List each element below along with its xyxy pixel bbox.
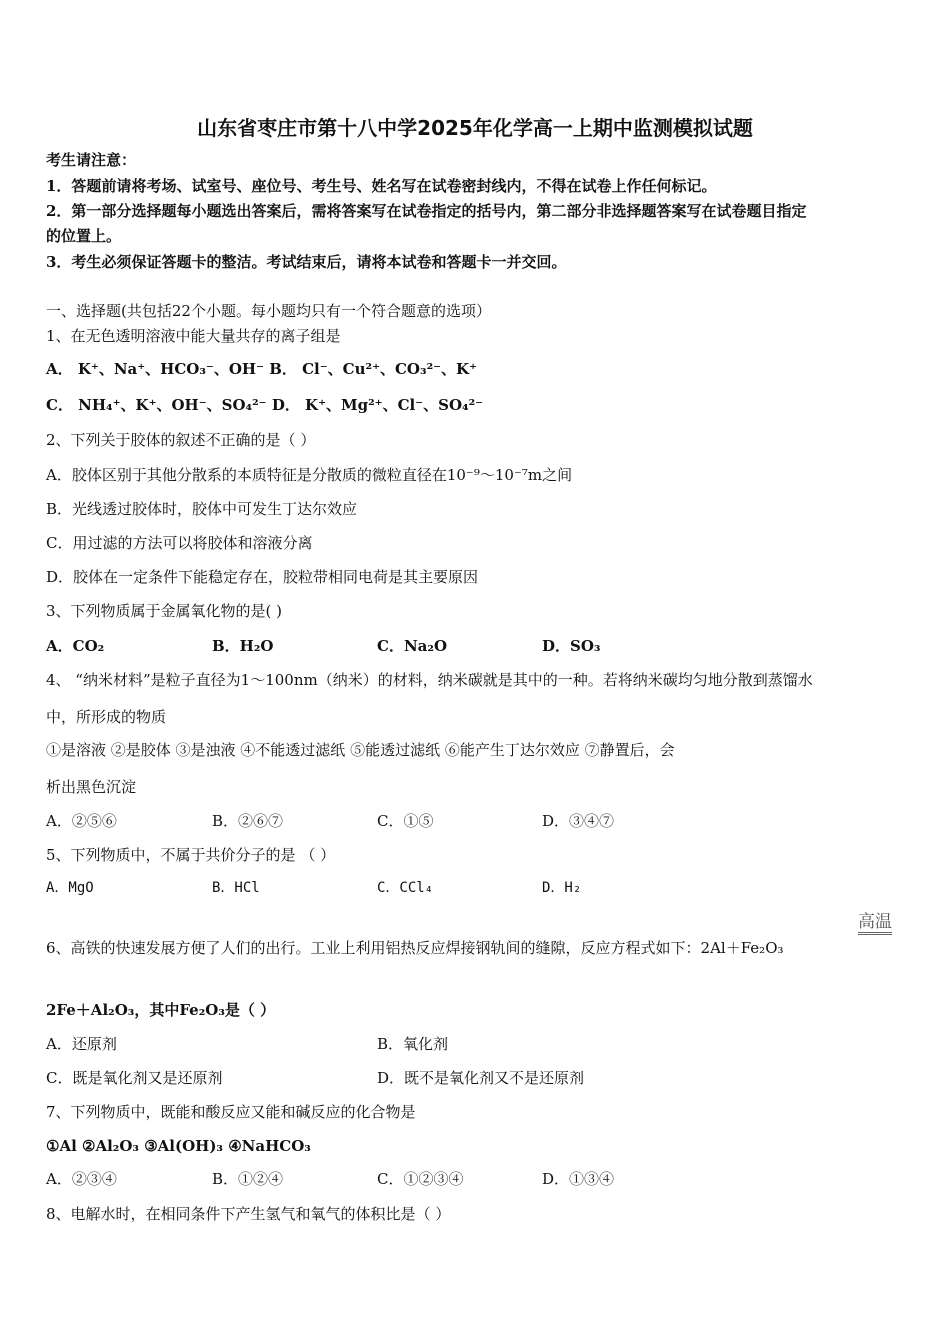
option: D．胶体在一定条件下能稳定存在，胶粒带相同电荷是其主要原因 bbox=[46, 568, 479, 586]
option: A．胶体区别于其他分散系的本质特征是分散质的微粒直径在10⁻⁹～10⁻⁷m之间 bbox=[46, 466, 573, 484]
question-stem: 中，所形成的物质 bbox=[46, 708, 167, 726]
option: A． K⁺、Na⁺、HCO₃⁻、OH⁻ B． Cl⁻、Cu²⁺、CO₃²⁻、K⁺ bbox=[46, 360, 478, 378]
reaction-condition: 高温 bbox=[858, 912, 892, 935]
option: D．①③④ bbox=[542, 1170, 615, 1188]
option: B．HCl bbox=[212, 880, 260, 896]
option: C．CCl₄ bbox=[377, 880, 434, 896]
notice-item: 的位置上。 bbox=[46, 227, 122, 245]
option: B．氧化剂 bbox=[377, 1035, 449, 1053]
option: A．②⑤⑥ bbox=[46, 812, 117, 830]
option: C．用过滤的方法可以将胶体和溶液分离 bbox=[46, 534, 313, 552]
question-stem: 1、在无色透明溶液中能大量共存的离子组是 bbox=[46, 327, 341, 345]
option: A．MgO bbox=[46, 880, 94, 896]
question-stem: 8、电解水时，在相同条件下产生氢气和氧气的体积比是（ ） bbox=[46, 1205, 451, 1223]
option: B．光线透过胶体时，胶体中可发生丁达尔效应 bbox=[46, 500, 358, 518]
statement-list: ①Al ②Al₂O₃ ③Al(OH)₃ ④NaHCO₃ bbox=[46, 1137, 311, 1155]
option: D．H₂ bbox=[542, 880, 582, 896]
notice-heading: 考生请注意： bbox=[46, 151, 137, 169]
question-stem: 5、下列物质中，不属于共价分子的是 （ ） bbox=[46, 846, 336, 864]
question-stem: 2Fe＋Al₂O₃，其中Fe₂O₃是（ ） bbox=[46, 1001, 276, 1019]
question-stem: 7、下列物质中，既能和酸反应又能和碱反应的化合物是 bbox=[46, 1103, 416, 1121]
option: C．既是氧化剂又是还原剂 bbox=[46, 1069, 223, 1087]
option: A．还原剂 bbox=[46, 1035, 117, 1053]
notice-item: 1．答题前请将考场、试室号、座位号、考生号、姓名写在试卷密封线内，不得在试卷上作任何标记。 bbox=[46, 177, 717, 195]
notice-item: 3．考生必须保证答题卡的整洁。考试结束后，请将本试卷和答题卡一并交回。 bbox=[46, 253, 567, 271]
notice-item: 2．第一部分选择题每小题选出答案后，需将答案写在试卷指定的括号内，第二部分非选择题答案写在试卷题目指定 bbox=[46, 202, 807, 220]
page-title: 山东省枣庄市第十八中学2025年化学高一上期中监测模拟试题 bbox=[197, 116, 753, 140]
question-stem: 2、下列关于胶体的叙述不正确的是（ ） bbox=[46, 431, 316, 449]
option: A．②③④ bbox=[46, 1170, 117, 1188]
question-stem: 3、下列物质属于金属氧化物的是( ) bbox=[46, 602, 283, 620]
question-stem: 4、 “纳米材料”是粒子直径为1～100nm（纳米）的材料，纳米碳就是其中的一种。若将纳米碳均匀地分散到蒸馏水 bbox=[46, 671, 813, 689]
option: B．①②④ bbox=[212, 1170, 284, 1188]
statement-list: 析出黑色沉淀 bbox=[46, 778, 137, 796]
option: D．SO₃ bbox=[542, 637, 601, 655]
option: C． NH₄⁺、K⁺、OH⁻、SO₄²⁻ D． K⁺、Mg²⁺、Cl⁻、SO₄²⁻ bbox=[46, 396, 484, 414]
option: C．Na₂O bbox=[377, 637, 448, 655]
option: B．②⑥⑦ bbox=[212, 812, 284, 830]
option: D．既不是氧化剂又不是还原剂 bbox=[377, 1069, 585, 1087]
option: C．①⑤ bbox=[377, 812, 434, 830]
question-stem: 6、高铁的快速发展方便了人们的出行。工业上利用铝热反应焊接钢轨间的缝隙，反应方程式如下：2Al＋Fe₂O₃ bbox=[46, 939, 784, 957]
section-heading: 一、选择题(共包括22个小题。每小题均只有一个符合题意的选项） bbox=[46, 302, 491, 320]
statement-list: ①是溶液 ②是胶体 ③是浊液 ④不能透过滤纸 ⑤能透过滤纸 ⑥能产生丁达尔效应 ⑦静置后，会 bbox=[46, 741, 675, 759]
option: B．H₂O bbox=[212, 637, 274, 655]
option: A．CO₂ bbox=[46, 637, 105, 655]
option: C．①②③④ bbox=[377, 1170, 464, 1188]
option: D．③④⑦ bbox=[542, 812, 615, 830]
